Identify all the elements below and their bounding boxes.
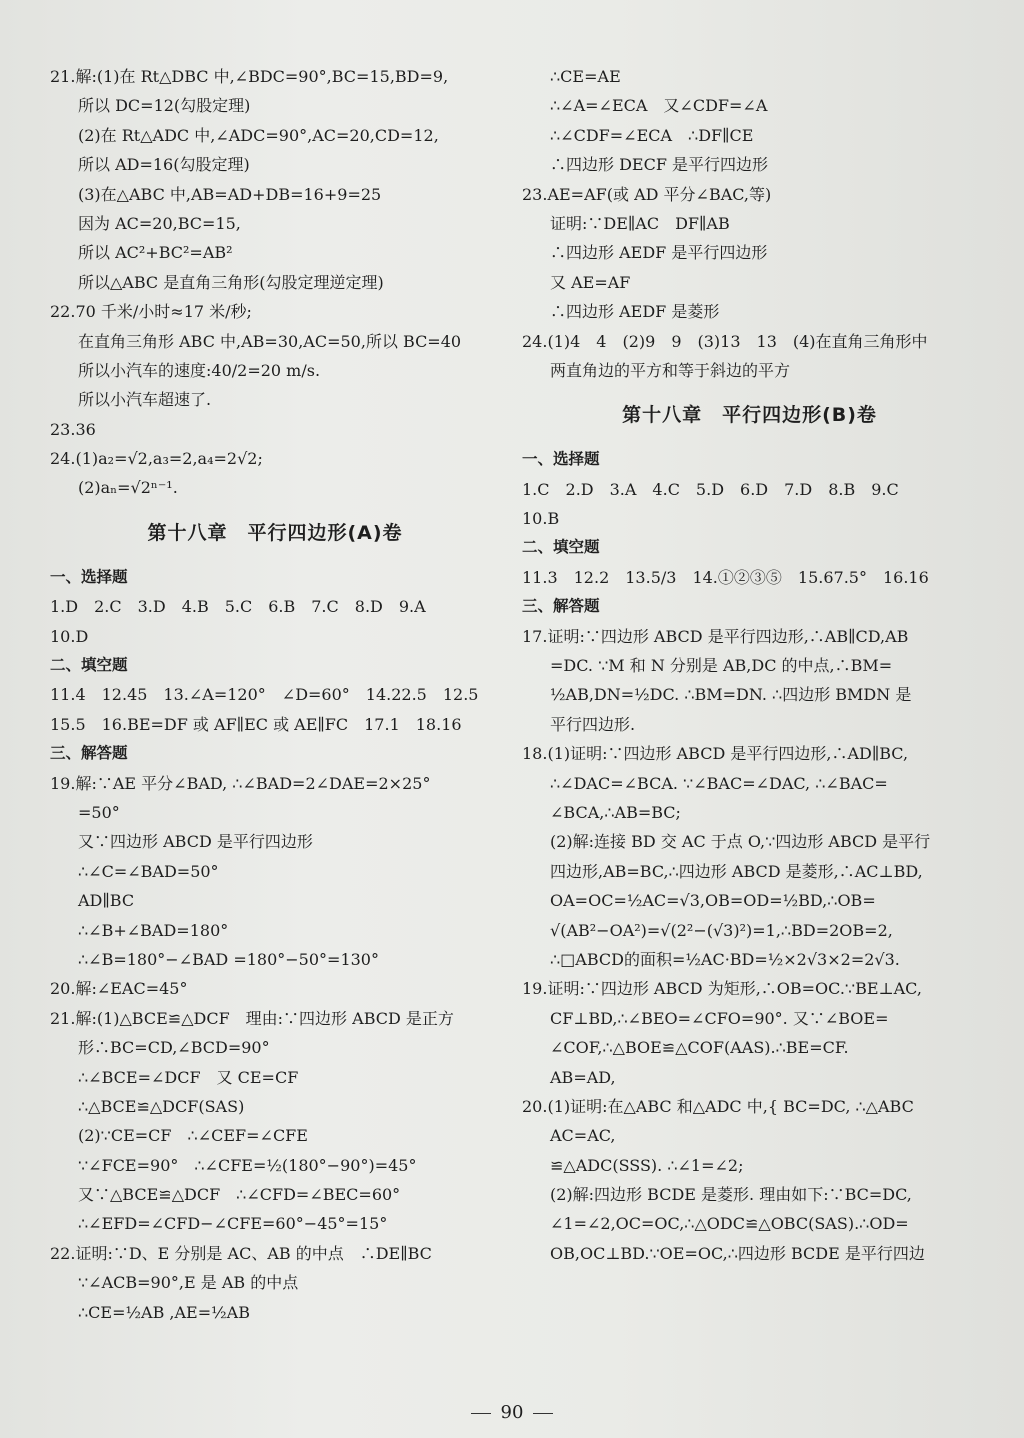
text-line: ∴∠BCE=∠DCF 又 CE=CF [78, 1067, 299, 1087]
text-line: 23.36 [50, 419, 96, 439]
text-line: 所以小汽车超速了. [78, 390, 212, 410]
text-line: =DC. ∵M 和 N 分别是 AB,DC 的中点,∴BM= [550, 656, 893, 676]
text-line: (2)在 Rt△ADC 中,∠ADC=90°,AC=20,CD=12, [78, 125, 439, 145]
text-line: 22.证明:∵D、E 分别是 AC、AB 的中点 ∴DE∥BC [50, 1243, 432, 1263]
text-line: ∴∠DAC=∠BCA. ∵∠BAC=∠DAC, ∴∠BAC= [550, 773, 888, 793]
left-column [50, 62, 500, 1327]
text-line: 又∵四边形 ABCD 是平行四边形 [78, 832, 313, 852]
text-line: 所以 AD=16(勾股定理) [78, 155, 250, 175]
text-line: ∵∠ACB=90°,E 是 AB 的中点 [78, 1273, 299, 1293]
text-line: 19.证明:∵四边形 ABCD 为矩形,∴OB=OC.∵BE⊥AC, [522, 979, 922, 999]
text-line: AB=AD, [550, 1067, 616, 1087]
text-line: ∴CE=½AB ,AE=½AB [78, 1302, 250, 1322]
text-line: 17.证明:∵四边形 ABCD 是平行四边形,∴AB∥CD,AB [522, 626, 909, 646]
text-line: 22.70 千米/小时≈17 米/秒; [50, 302, 252, 322]
text-line: ∴四边形 AEDF 是平行四边形 [550, 243, 768, 263]
text-line: 1.C 2.D 3.A 4.C 5.D 6.D 7.D 8.B 9.C [522, 479, 899, 499]
text-line: 10.D [50, 626, 89, 646]
text-line: 证明:∵DE∥AC DF∥AB [550, 213, 730, 233]
text-line: 11.3 12.2 13.5/3 14.①②③⑤ 15.67.5° 16.16 [522, 567, 929, 587]
text-line: 20.解:∠EAC=45° [50, 979, 188, 999]
text-line: ∠COF,∴△BOE≌△COF(AAS).∴BE=CF. [550, 1038, 849, 1058]
text-line: ∴∠B+∠BAD=180° [78, 920, 229, 940]
text-line: ≌△ADC(SSS). ∴∠1=∠2; [550, 1155, 744, 1175]
text-line: OB,OC⊥BD.∵OE=OC,∴四边形 BCDE 是平行四边 [550, 1243, 925, 1263]
page-number: 90 [500, 1402, 524, 1423]
text-line: √(AB²−OA²)=√(2²−(√3)²)=1,∴BD=2OB=2, [550, 920, 893, 940]
text-line: ∴∠EFD=∠CFD−∠CFE=60°−45°=15° [78, 1214, 388, 1234]
text-line: 10.B [522, 509, 560, 529]
text-line: 形∴BC=CD,∠BCD=90° [78, 1038, 270, 1058]
text-line: ∴∠C=∠BAD=50° [78, 861, 219, 881]
text-line: 又∵△BCE≌△DCF ∴∠CFD=∠BEC=60° [78, 1185, 401, 1205]
text-line: 24.(1)a₂=√2,a₃=2,a₄=2√2; [50, 449, 263, 469]
section-heading: 三、解答题 [50, 744, 128, 763]
text-line: ∴∠CDF=∠ECA ∴DF∥CE [550, 125, 754, 145]
text-line: 所以 DC=12(勾股定理) [78, 96, 251, 116]
text-line: 又 AE=AF [550, 272, 631, 292]
text-line: 平行四边形. [550, 714, 636, 734]
chapter-title: 第十八章 平行四边形(B)卷 [622, 404, 877, 427]
text-line: ∠BCA,∴AB=BC; [550, 802, 681, 822]
text-line: 所以小汽车的速度:40/2=20 m/s. [78, 360, 321, 380]
text-line: (2)∵CE=CF ∴∠CEF=∠CFE [78, 1126, 308, 1146]
chapter-title: 第十八章 平行四边形(A)卷 [147, 521, 403, 544]
section-heading: 一、选择题 [50, 567, 128, 586]
text-line: 所以△ABC 是直角三角形(勾股定理逆定理) [78, 272, 384, 292]
text-line: 因为 AC=20,BC=15, [78, 213, 241, 233]
text-line: 所以 AC²+BC²=AB² [78, 243, 233, 263]
text-line: 21.解:(1)△BCE≌△DCF 理由:∵四边形 ABCD 是正方 [50, 1008, 454, 1028]
text-line: AD∥BC [78, 891, 135, 911]
text-line: ∴△BCE≌△DCF(SAS) [78, 1096, 245, 1116]
right-column [522, 62, 977, 1268]
text-line: =50° [78, 802, 120, 822]
text-line: ∴四边形 DECF 是平行四边形 [550, 155, 769, 175]
text-line: 19.解:∵AE 平分∠BAD, ∴∠BAD=2∠DAE=2×25° [50, 773, 431, 793]
text-line: ∴∠A=∠ECA 又∠CDF=∠A [550, 96, 768, 116]
dash-left [471, 1413, 491, 1414]
text-line: OA=OC=½AC=√3,OB=OD=½BD,∴OB= [550, 891, 876, 911]
section-heading: 二、填空题 [50, 656, 128, 675]
text-line: AC=AC, [550, 1126, 616, 1146]
text-line: 1.D 2.C 3.D 4.B 5.C 6.B 7.C 8.D 9.A [50, 597, 426, 617]
text-line: ∠1=∠2,OC=OC,∴△ODC≌△OBC(SAS).∴OD= [550, 1214, 909, 1234]
section-heading: 一、选择题 [522, 450, 600, 469]
text-line: 四边形,AB=BC,∴四边形 ABCD 是菱形,∴AC⊥BD, [550, 861, 923, 881]
text-line: 两直角边的平方和等于斜边的平方 [550, 360, 791, 380]
text-line: ∴□ABCD的面积=½AC·BD=½×2√3×2=2√3. [550, 949, 900, 969]
text-line: CF⊥BD,∴∠BEO=∠CFO=90°. 又∵∠BOE= [550, 1008, 889, 1028]
text-line: (2)解:四边形 BCDE 是菱形. 理由如下:∵BC=DC, [550, 1185, 912, 1205]
text-line: (2)aₙ=√2ⁿ⁻¹. [78, 478, 178, 498]
section-heading: 三、解答题 [522, 597, 600, 616]
text-line: 20.(1)证明:在△ABC 和△ADC 中,{ BC=DC, ∴△ABC [522, 1096, 914, 1116]
text-line: (2)解:连接 BD 交 AC 于点 O,∵四边形 ABCD 是平行 [550, 832, 931, 852]
text-line: 18.(1)证明:∵四边形 ABCD 是平行四边形,∴AD∥BC, [522, 744, 909, 764]
text-line: ∴CE=AE [550, 67, 621, 86]
text-line: 在直角三角形 ABC 中,AB=30,AC=50,所以 BC=40 [78, 331, 462, 351]
section-heading: 二、填空题 [522, 538, 600, 557]
text-line: ∵∠FCE=90° ∴∠CFE=½(180°−90°)=45° [78, 1155, 417, 1175]
text-line: ∴四边形 AEDF 是菱形 [550, 302, 720, 322]
dash-right [533, 1413, 553, 1414]
text-line: (3)在△ABC 中,AB=AD+DB=16+9=25 [78, 184, 382, 204]
page-number-footer [0, 1400, 1024, 1426]
text-line: ½AB,DN=½DC. ∴BM=DN. ∴四边形 BMDN 是 [550, 685, 912, 705]
text-line: ∴∠B=180°−∠BAD =180°−50°=130° [78, 949, 379, 969]
text-line: 11.4 12.45 13.∠A=120° ∠D=60° 14.22.5 12.5 [50, 685, 479, 705]
text-line: 23.AE=AF(或 AD 平分∠BAC,等) [522, 184, 772, 204]
text-line: 24.(1)4 4 (2)9 9 (3)13 13 (4)在直角三角形中 [522, 331, 928, 351]
text-line: 21.解:(1)在 Rt△DBC 中,∠BDC=90°,BC=15,BD=9, [50, 67, 449, 86]
text-line: 15.5 16.BE=DF 或 AF∥EC 或 AE∥FC 17.1 18.16 [50, 714, 462, 734]
